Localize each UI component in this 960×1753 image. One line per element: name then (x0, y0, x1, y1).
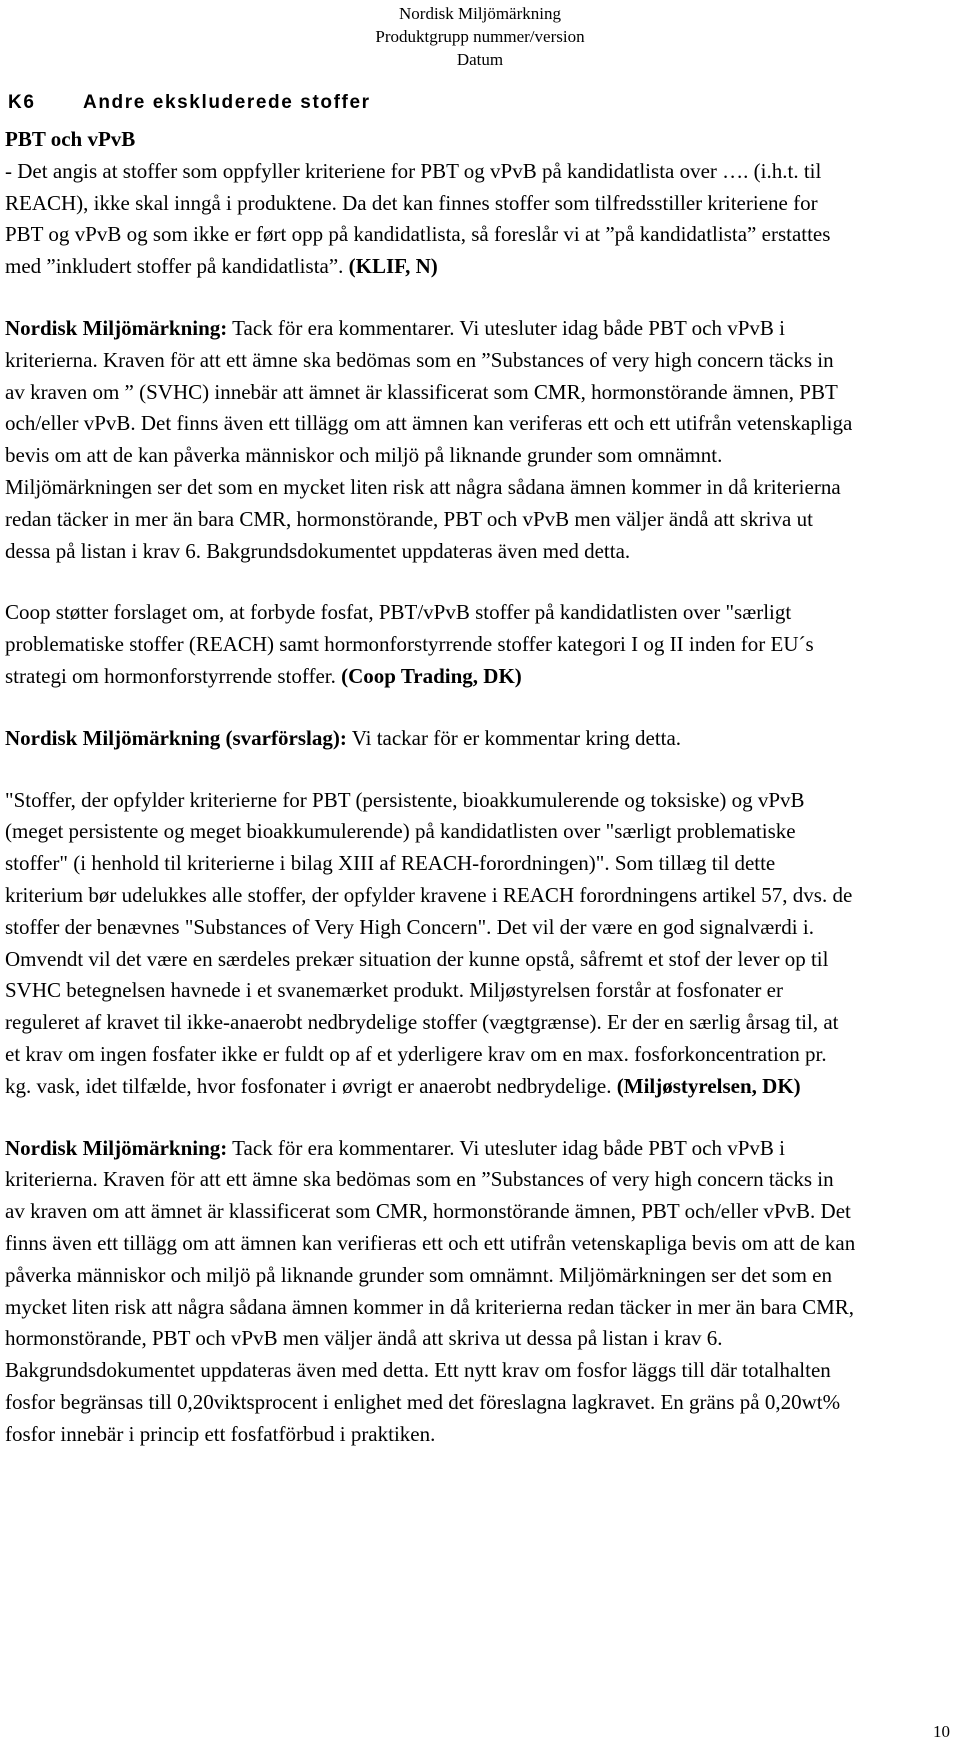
answer-klif-text: Tack för era kommentarer. Vi utesluter idag både PBT och vPvB i kriterierna. Kraven för att ett ämne ska bedömas som en ”Substances of very high concern täcks in av kraven om ” (SVHC) innebär att ämnet är klassificerat som CMR, hormonstörande ämnen, PBT och/eller vPvB. Det finns även ett tillägg om att ämnen kan veriferas ett och ett utifrån vetenskapliga bevis om att de kan påverka människor och miljö på liknande grunder som omnämnt. Miljömärkningen ser det som en mycket liten risk att några sådana ämnen kommer in då kriterierna redan täcker in mer än bara CMR, hormonstörande, PBT och vPvB men väljer ändå att skriva ut dessa på listan i krav 6. Bakgrundsdokumentet uppdateras även med detta. (5, 315, 853, 563)
section-title: Andre ekskluderede stoffer (83, 92, 371, 113)
comment-miljostyrelsen-text: "Stoffer, der opfylder kriterierne for PBT (persistente, bioakkumulerende og toksiske) og vPvB (meget persistente og meget bioakkumulerende) på kandidatlisten over "særligt problematiske stoffer" (i henhold til kriterierne i bilag XIII af REACH-forordningen)". Som tillæg til dette kriterium bør udelukkes alle stoffer, der opfylder kravene i REACH forordningens artikel 57, dvs. de stoffer der benævnes "Substances of Very High Concern". Det vil der være en god signalværdi i. Omvendt vil det være en særdeles prekær situation der kunne opstå, såfremt et stof der lever op til SVHC betegnelsen havnede i et svanemærket produkt. Miljøstyrelsen forstår at fosfonater er reguleret af kravet til ikke-anaerobt nedbrydelige stoffer (vægtgrænse). Er der en særlig årsag til, at et krav om ingen fosfater ikke er fuldt op af et yderligere krav om en max. fosforkoncentration pr. kg. vask, idet tilfælde, hvor fosfonater i øvrigt er anaerobt nedbrydelige. (5, 787, 853, 1098)
header-date: Datum (456, 50, 504, 69)
comment-miljostyrelsen (5, 785, 857, 1103)
comment-coop-source: (Coop Trading, DK) (341, 663, 522, 688)
header-org: Nordisk Miljömärkning (399, 4, 561, 23)
answer-miljostyrelsen (5, 1133, 857, 1451)
comment-miljostyrelsen-source: (Miljøstyrelsen, DK) (616, 1073, 801, 1098)
answer-miljostyrelsen-text: Tack för era kommentarer. Vi utesluter idag både PBT och vPvB i kriterierna. Kraven för att ett ämne ska bedömas som en ”Substances of very high concern täcks in av kraven om att ämnet är klassificerat som CMR, hormonstörande ämnen, PBT och/eller vPvB. Det finns även ett tillägg om att ämnen kan verifieras ett och ett utifrån vetenskapliga bevis om att de kan påverka människor och miljö på liknande grunder som omnämnt. Miljömärkningen ser det som en mycket liten risk att några sådana ämnen kommer in då kriterierna redan täcker in mer än bara CMR, hormonstörande, PBT och vPvB men väljer ändå att skriva ut dessa på listan i krav 6. Bakgrundsdokumentet uppdateras även med detta. Ett nytt krav om fosfor läggs till där totalhalten fosfor begränsas till 0,20viktsprocent i enlighet med det föreslagna lagkravet. En gräns på 0,20wt% fosfor innebär i princip ett fosfatförbud i praktiken. (5, 1135, 856, 1446)
topic-heading: PBT och vPvB (5, 127, 136, 151)
answer-coop-speaker: Nordisk Miljömärkning (svarförslag): (5, 725, 347, 750)
answer-coop (5, 723, 857, 755)
comment-klif (5, 156, 857, 283)
comment-coop (5, 597, 857, 692)
comment-coop-text: Coop støtter forslaget om, at forbyde fosfat, PBT/vPvB stoffer på kandidatlisten over "særligt problematiske stoffer (REACH) samt hormonforstyrrende stoffer kategori I og II inden for EU´s strategi om hormonforstyrrende stoffer. (5, 600, 814, 688)
page-number: 10 (933, 1722, 950, 1741)
answer-klif (5, 313, 857, 567)
header-product: Produktgrupp nummer/version (375, 27, 585, 46)
answer-klif-speaker: Nordisk Miljömärkning: (5, 315, 228, 340)
comment-klif-text: - Det angis at stoffer som oppfyller kriteriene for PBT og vPvB på kandidatlista over …. (i.h.t. til REACH), ikke skal inngå i produktene. Da det kan finnes stoffer som tilfredsstiller kriteriene for PBT og vPvB og som ikke er ført opp på kandidatlista, så foreslår vi at ”på kandidatlista” erstattes med ”inkludert stoffer på kandidatlista”. (5, 158, 831, 279)
page-header (0, 0, 960, 71)
section-heading (8, 92, 371, 114)
answer-miljostyrelsen-speaker: Nordisk Miljömärkning: (5, 1135, 228, 1160)
document-body (5, 124, 857, 1450)
comment-klif-source: (KLIF, N) (348, 254, 438, 279)
answer-coop-text: Vi tackar för er kommentar kring detta. (351, 725, 682, 750)
section-number: K6 (8, 92, 36, 113)
